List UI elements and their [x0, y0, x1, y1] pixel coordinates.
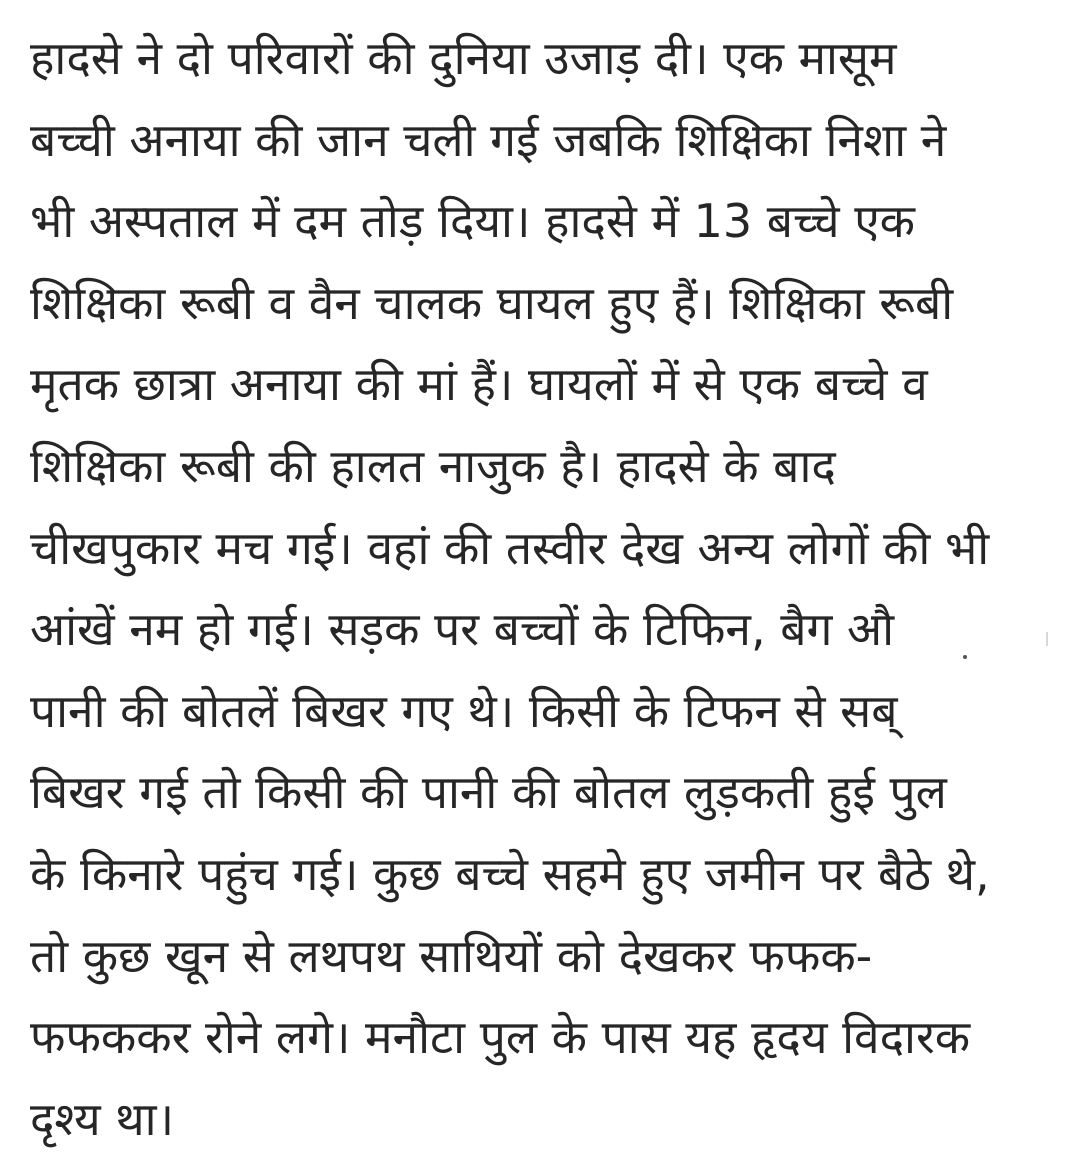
text-line: बिखर गई तो किसी की पानी की बोतल लुड़कती हुई पुल	[30, 765, 947, 820]
text-line: भी अस्पताल में दम तोड़ दिया। हादसे में 13 बच्चे एक	[30, 194, 916, 249]
text-line: हादसे ने दो परिवारों की दुनिया उजाड़ दी। एक मासूम	[30, 31, 897, 85]
text-line: चीखपुकार मच गई। वहां की तस्वीर देख अन्य लोगों की भी	[30, 520, 990, 575]
article-text	[30, 18, 1070, 1160]
text-line: शिक्षिका रूबी की हालत नाजुक है। हादसे के बाद	[30, 438, 836, 493]
text-line: तो कुछ खून से लथपथ साथियों को देखकर फफक-	[30, 928, 873, 983]
text-line: दृश्य था।	[30, 1091, 175, 1146]
selection-handle-dot	[963, 655, 967, 659]
text-line: आंखें नम हो गई। सड़क पर बच्चों के टिफिन, बैग औ	[30, 602, 895, 657]
text-line: के किनारे पहुंच गई। कुछ बच्चे सहमे हुए जमीन पर बैठे थे,	[30, 846, 990, 901]
text-line: शिक्षिका रूबी व वैन चालक घायल हुए हैं। शिक्षिका रूबी	[30, 275, 954, 330]
text-line: फफककर रोने लगे। मनौटा पुल के पास यह हृदय विदारक	[30, 1010, 971, 1065]
text-line: बच्ची अनाया की जान चली गई जबकि शिक्षिका निशा ने	[30, 112, 947, 167]
text-line: मृतक छात्रा अनाया की मां हैं। घायलों में से एक बच्चे व	[30, 357, 928, 412]
selection-handle-bar	[1046, 632, 1048, 646]
text-line: पानी की बोतलें बिखर गए थे। किसी के टिफन से सब्	[30, 683, 898, 738]
